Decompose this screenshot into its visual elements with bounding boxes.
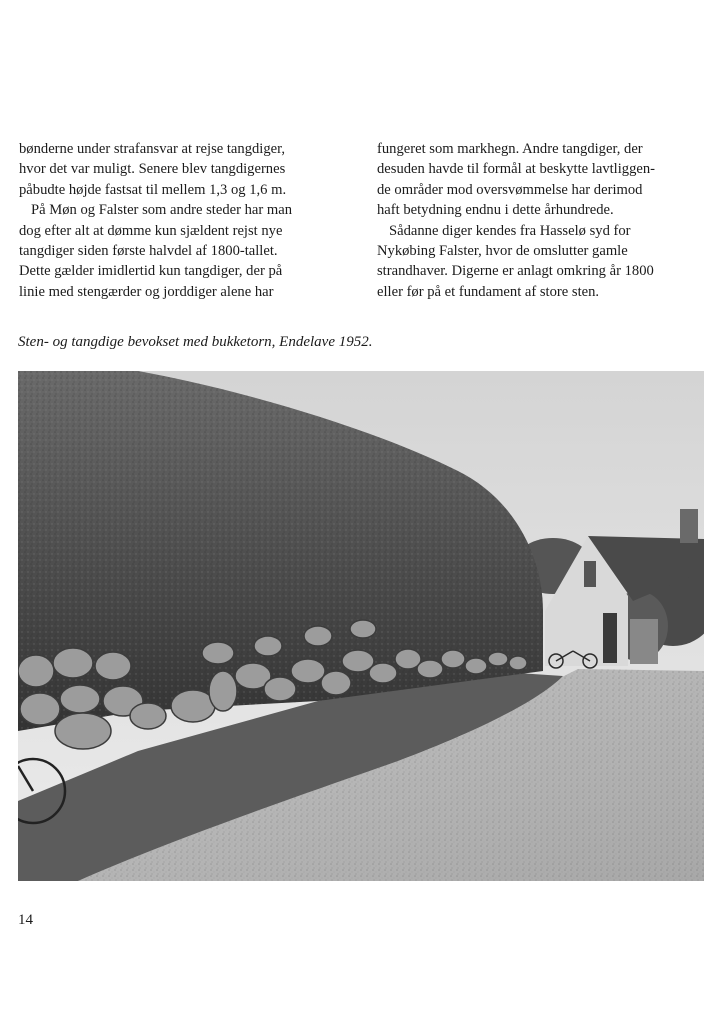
text-line: eller før på et fundament af store sten. (377, 283, 600, 300)
text-line: desuden havde til formål at beskytte lavtliggen- (377, 161, 656, 178)
text-line: haft betydning endnu i dette århundrede. (377, 202, 614, 219)
photo-caption: Sten- og tangdige bevokset med bukketorn, Endelave 1952. (18, 334, 373, 350)
text-line: bønderne under strafansvar at rejse tangdiger, (19, 141, 286, 157)
photograph-stone-seaweed-dike (18, 371, 704, 881)
text-column-right (377, 139, 707, 302)
page-number: 14 (18, 912, 33, 928)
text-line: dog efter alt at dømme kun sjældent rejst nye (19, 222, 283, 239)
text-line: hvor det var muligt. Senere blev tangdigernes (19, 161, 286, 178)
text-line: Dette gælder imidlertid kun tangdiger, der på (19, 263, 283, 280)
text-line: de områder mod oversvømmelse har derimod (377, 181, 643, 198)
text-line: Sådanne diger kendes fra Hasselø syd for (389, 222, 631, 239)
text-line: tangdiger siden første halvdel af 1800-tallet. (19, 243, 278, 260)
text-line: linie med stengærder og jorddiger alene har (19, 283, 274, 300)
text-line: Nykøbing Falster, hvor de omslutter gamle (377, 243, 628, 260)
text-line: fungeret som markhegn. Andre tangdiger, der (377, 141, 643, 157)
text-line: strandhaver. Digerne er anlagt omkring år 1800 (377, 263, 654, 280)
text-line: På Møn og Falster som andre steder har man (31, 202, 293, 219)
text-line: påbudte højde fastsat til mellem 1,3 og 1,6 m. (19, 181, 287, 198)
text-column-left (19, 139, 349, 302)
